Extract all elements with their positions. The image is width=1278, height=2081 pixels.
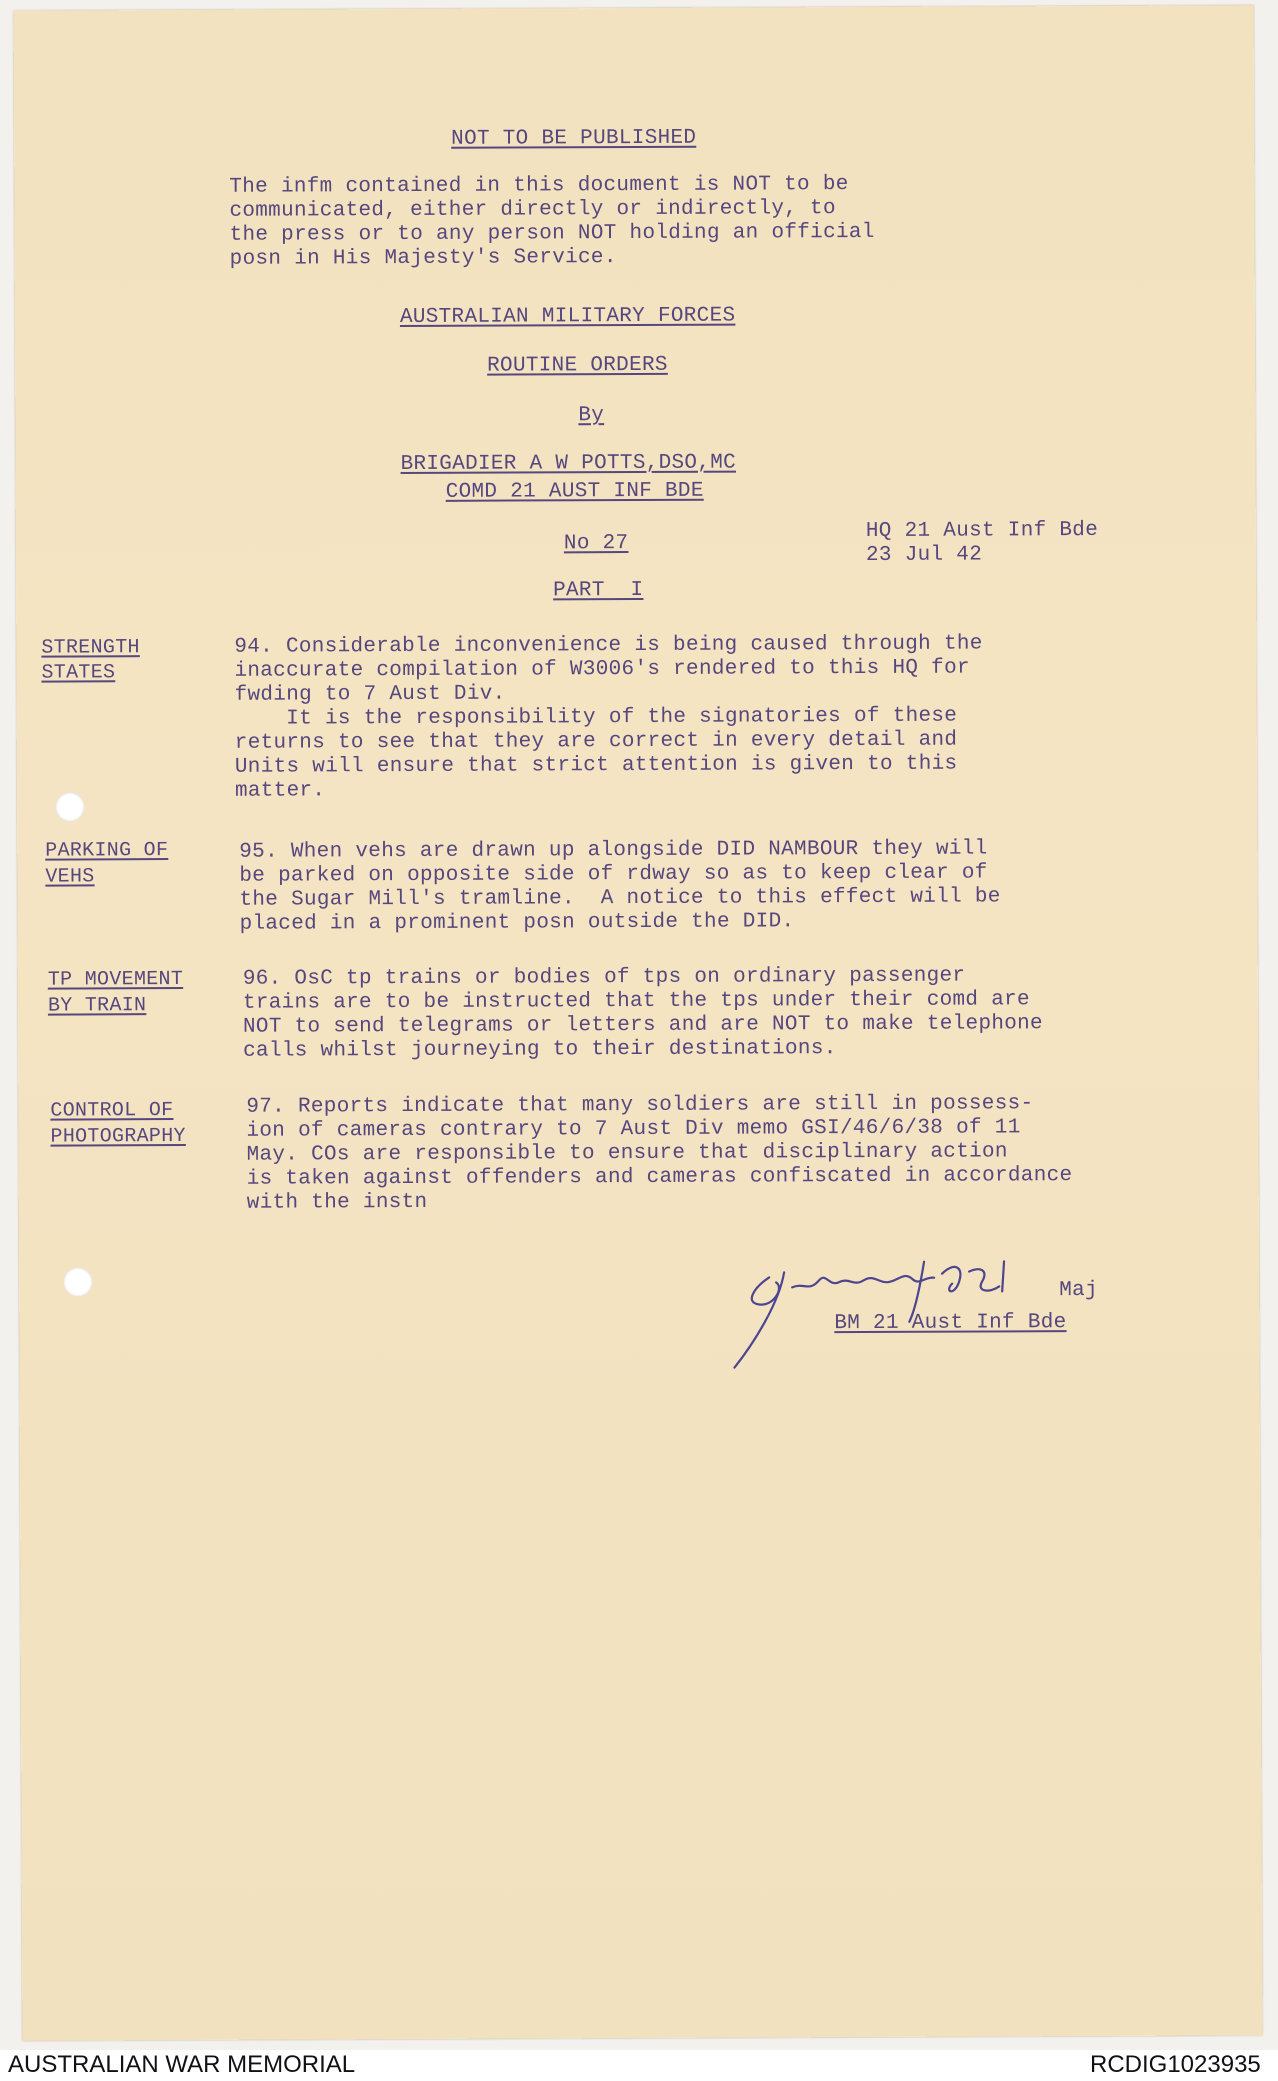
order-line: 96. OsC tp trains or bodies of tps on ordinary passenger [242,964,966,991]
footer-reference: RCDIG1023935 [1090,2051,1261,2078]
margin-label-tp-movement: BY TRAIN [47,994,147,1018]
order-line: calls whilst journeying to their destinations. [243,1037,837,1063]
part-heading: PART I [553,578,644,603]
margin-label-parking-of-vehs: PARKING OF [45,839,169,863]
margin-label-parking-of-vehs: VEHS [45,865,95,889]
by-line: By [578,404,605,428]
order-line: ion of cameras contrary to 7 Aust Div memo GSI/46/6/38 of 11 [246,1116,1021,1143]
forces-heading: AUSTRALIAN MILITARY FORCES [399,304,736,330]
issuer-appointment: COMD 21 AUST INF BDE [445,479,704,504]
order-line: Units will ensure that strict attention is given to this [234,752,958,779]
punch-hole [55,792,85,822]
document-title: ROUTINE ORDERS [487,353,668,378]
order-line: matter. [234,779,326,803]
order-line: It is the responsibility of the signatories of these [234,704,958,731]
caveat-line: communicated, either directly or indirectly, to [229,197,836,223]
footer-institution: AUSTRALIAN WAR MEMORIAL [8,2051,356,2078]
order-line: 94. Considerable inconvenience is being caused through the [234,632,983,659]
margin-label-strength-states: STRENGTH [41,636,140,660]
caveat-line: The infm contained in this document is NOT to be [229,173,849,199]
order-line: is taken against offenders and cameras confiscated in accordance [246,1164,1073,1191]
signatory-appointment: BM 21 Aust Inf Bde [834,1311,1067,1336]
order-line: be parked on opposite side of rdway so as to keep clear of [239,861,988,888]
classification-heading: NOT TO BE PUBLISHED [451,126,697,151]
caveat-line: the press or to any person NOT holding an official [229,220,875,247]
margin-label-strength-states: STATES [41,661,116,685]
order-line: fwding to 7 Aust Div. [234,682,506,707]
margin-label-control-of-photography: CONTROL OF [50,1099,174,1123]
order-date: 23 Jul 42 [865,543,983,568]
order-line: 95. When vehs are drawn up alongside DID NAMBOUR they will [239,837,988,864]
hq-location: HQ 21 Aust Inf Bde [865,518,1099,544]
caveat-line: posn in His Majesty's Service. [229,246,617,271]
order-line: returns to see that they are correct in every detail and [234,728,958,755]
punch-hole [63,1267,93,1297]
order-line: inaccurate compilation of W3006's rendered to this HQ for [234,656,970,683]
order-line: 97. Reports indicate that many soldiers are still in possess- [246,1092,1034,1119]
order-line: placed in a prominent posn outside the DID. [239,910,795,936]
order-line: May. COs are responsible to ensure that disciplinary action [246,1140,1008,1167]
handwritten-signature [714,1231,1135,1383]
margin-label-tp-movement: TP MOVEMENT [47,967,184,992]
order-line: trains are to be instructed that the tps under their comd are [242,988,1030,1015]
order-line: with the instn [246,1190,428,1215]
order-number: No 27 [563,532,629,556]
signatory-rank: Maj [1059,1278,1098,1303]
document-page [14,5,1263,2040]
order-line: the Sugar Mill's tramline. A notice to this effect will be [239,885,1001,912]
issuer-name: BRIGADIER A W POTTS,DSO,MC [400,451,737,477]
order-line: NOT to send telegrams or letters and are NOT to make telephone [242,1012,1043,1039]
margin-label-control-of-photography: PHOTOGRAPHY [50,1124,186,1149]
